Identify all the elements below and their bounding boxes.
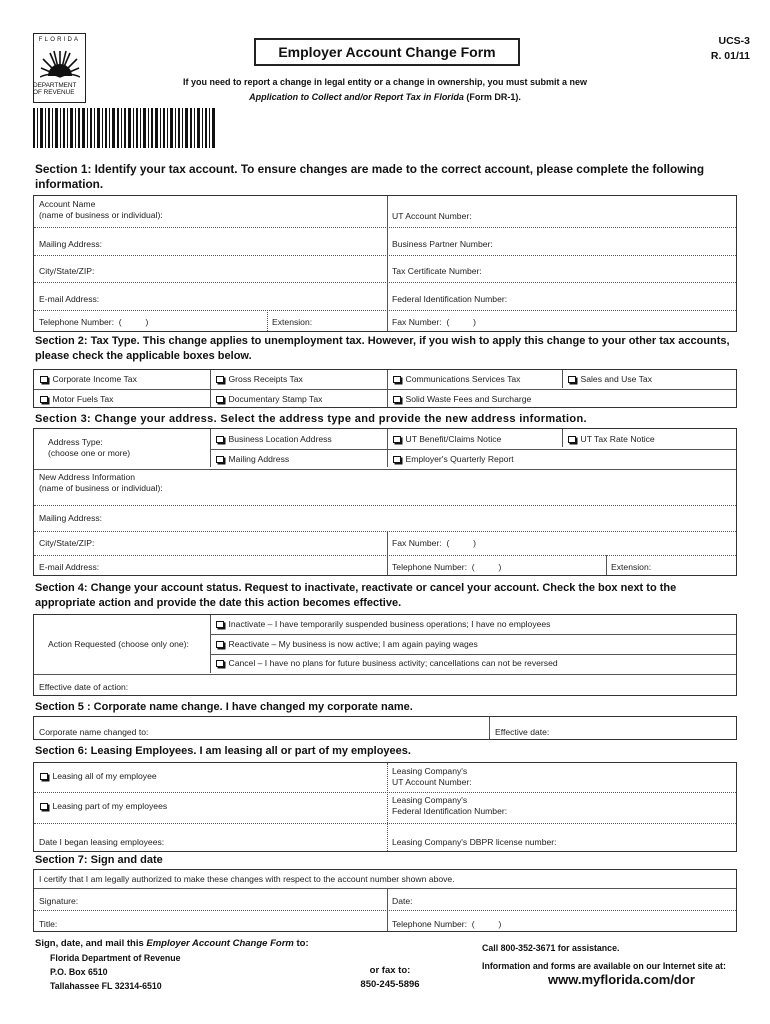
new-extension-field[interactable]: Extension: <box>611 562 652 572</box>
website-link[interactable]: www.myflorida.com/dor <box>548 972 695 987</box>
leasing-all-checkbox[interactable]: Leasing all of my employee <box>40 771 157 782</box>
new-telephone-field[interactable]: Telephone Number: ( ) <box>392 562 502 572</box>
new-address-info-field[interactable]: New Address Information (name of business or individual): <box>39 472 163 493</box>
leasing-dbpr-field[interactable]: Leasing Company's DBPR license number: <box>392 837 557 847</box>
new-fax-field[interactable]: Fax Number: ( ) <box>392 538 477 548</box>
section7-heading: Section 7: Sign and date <box>35 854 163 866</box>
title-field[interactable]: Title: <box>39 919 58 929</box>
status-inactivate-checkbox[interactable]: Inactivate – I have temporarily suspended business operations; I have no employees <box>216 619 550 630</box>
intro-text: If you need to report a change in legal entity or a change in ownership, you must submit a new Application to Collect and/or Report Tax in Florida (Form DR-1). <box>182 77 588 102</box>
section1-table <box>33 195 737 332</box>
addr-mailing-checkbox[interactable]: Mailing Address <box>216 454 289 465</box>
leasing-ut-account-field[interactable]: Leasing Company's UT Account Number: <box>392 766 472 787</box>
account-name-field[interactable]: Account Name (name of business or individual): <box>39 199 163 220</box>
section4-table <box>33 614 737 696</box>
section7-table <box>33 869 737 932</box>
form-id <box>690 34 750 64</box>
tax-motor-fuels-checkbox[interactable]: Motor Fuels Tax <box>40 394 113 405</box>
addr-ut-tax-rate-checkbox[interactable]: UT Tax Rate Notice <box>568 434 655 445</box>
form-code: UCS-3 <box>718 35 750 47</box>
barcode <box>33 108 215 148</box>
email-field[interactable]: E-mail Address: <box>39 294 100 304</box>
section5-table <box>33 716 737 740</box>
fax-field[interactable]: Fax Number: ( ) <box>392 317 477 327</box>
corporate-effective-date-field[interactable]: Effective date: <box>495 727 550 737</box>
fax-info: or fax to: 850-245-5896 <box>360 965 420 990</box>
section3-heading: Section 3: Change your address. Select the address type and provide the new address information. <box>35 413 587 425</box>
logo-top-text: FLORIDA <box>38 37 81 43</box>
corporate-name-field[interactable]: Corporate name changed to: <box>39 727 149 737</box>
tax-solid-waste-checkbox[interactable]: Solid Waste Fees and Surcharge <box>393 394 531 405</box>
form-title: Employer Account Change Form <box>254 38 520 66</box>
certify-statement: I certify that I am legally authorized to make these changes with respect to the account number shown above. <box>39 874 455 884</box>
section1-heading: Section 1: Identify your tax account. To ensure changes are made to the correct account, please complete the following information. <box>35 162 705 191</box>
tax-documentary-stamp-checkbox[interactable]: Documentary Stamp Tax <box>216 394 322 405</box>
status-reactivate-checkbox[interactable]: Reactivate – My business is now active; I am again paying wages <box>216 639 478 650</box>
tax-communications-checkbox[interactable]: Communications Services Tax <box>393 374 520 385</box>
telephone-field[interactable]: Telephone Number: ( ) <box>39 317 149 327</box>
tax-gross-receipts-checkbox[interactable]: Gross Receipts Tax <box>216 374 303 385</box>
dor-logo-label: DEPARTMENT OF REVENUE <box>33 82 77 96</box>
leasing-date-field[interactable]: Date I began leasing employees: <box>39 837 165 847</box>
section2-heading: Section 2: Tax Type. This change applies to unemployment tax. However, if you wish to apply this change to your other tax accounts, please check the applicable boxes below. <box>35 335 730 362</box>
federal-id-field[interactable]: Federal Identification Number: <box>392 294 508 304</box>
tax-corporate-income-checkbox[interactable]: Corporate Income Tax <box>40 374 137 385</box>
assistance-phone: Call 800-352-3671 for assistance. <box>482 943 620 953</box>
form-revision: R. 01/11 <box>710 50 750 62</box>
addr-ut-benefit-checkbox[interactable]: UT Benefit/Claims Notice <box>393 434 501 445</box>
section3-table <box>33 428 737 576</box>
section5-heading: Section 5 : Corporate name change. I have changed my corporate name. <box>35 701 413 713</box>
sun-emblem-icon <box>40 48 80 78</box>
tax-sales-use-checkbox[interactable]: Sales and Use Tax <box>568 374 652 385</box>
new-mailing-address-field[interactable]: Mailing Address: <box>39 513 103 523</box>
effective-date-action-field[interactable]: Effective date of action: <box>39 682 129 692</box>
extension-field[interactable]: Extension: <box>272 317 313 327</box>
address-type-label: Address Type: (choose one or more) <box>48 437 131 458</box>
status-cancel-checkbox[interactable]: Cancel – I have no plans for future business activity; cancellations can not be reversed <box>216 658 558 669</box>
section2-table <box>33 369 737 408</box>
new-email-field[interactable]: E-mail Address: <box>39 562 100 572</box>
addr-quarterly-report-checkbox[interactable]: Employer's Quarterly Report <box>393 454 514 465</box>
tax-certificate-field[interactable]: Tax Certificate Number: <box>392 266 482 276</box>
addr-business-location-checkbox[interactable]: Business Location Address <box>216 434 332 445</box>
signature-field[interactable]: Signature: <box>39 896 79 906</box>
new-city-state-zip-field[interactable]: City/State/ZIP: <box>39 538 95 548</box>
mail-instructions: Sign, date, and mail this Employer Account Change Form to: <box>35 938 309 949</box>
section4-heading: Section 4: Change your account status. Request to inactivate, reactivate or cancel your account. Check the box next to the appropriate action and provide the date this action becomes effective. <box>35 582 677 609</box>
action-requested-label: Action Requested (choose only one): <box>48 639 189 649</box>
section6-heading: Section 6: Leasing Employees. I am leasing all or part of my employees. <box>35 745 411 757</box>
leasing-fein-field[interactable]: Leasing Company's Federal Identification Number: <box>392 795 508 816</box>
sign-date-field[interactable]: Date: <box>392 896 413 906</box>
leasing-part-checkbox[interactable]: Leasing part of my employees <box>40 801 167 812</box>
website-info: Information and forms are available on our Internet site at: <box>482 961 726 971</box>
section6-table <box>33 762 737 852</box>
mailing-address-field[interactable]: Mailing Address: <box>39 239 103 249</box>
ut-account-field[interactable]: UT Account Number: <box>392 211 472 221</box>
business-partner-field[interactable]: Business Partner Number: <box>392 239 493 249</box>
mailing-address: Florida Department of Revenue P.O. Box 6510 Tallahassee FL 32314-6510 <box>50 953 181 991</box>
sign-telephone-field[interactable]: Telephone Number: ( ) <box>392 919 502 929</box>
city-state-zip-field[interactable]: City/State/ZIP: <box>39 266 95 276</box>
